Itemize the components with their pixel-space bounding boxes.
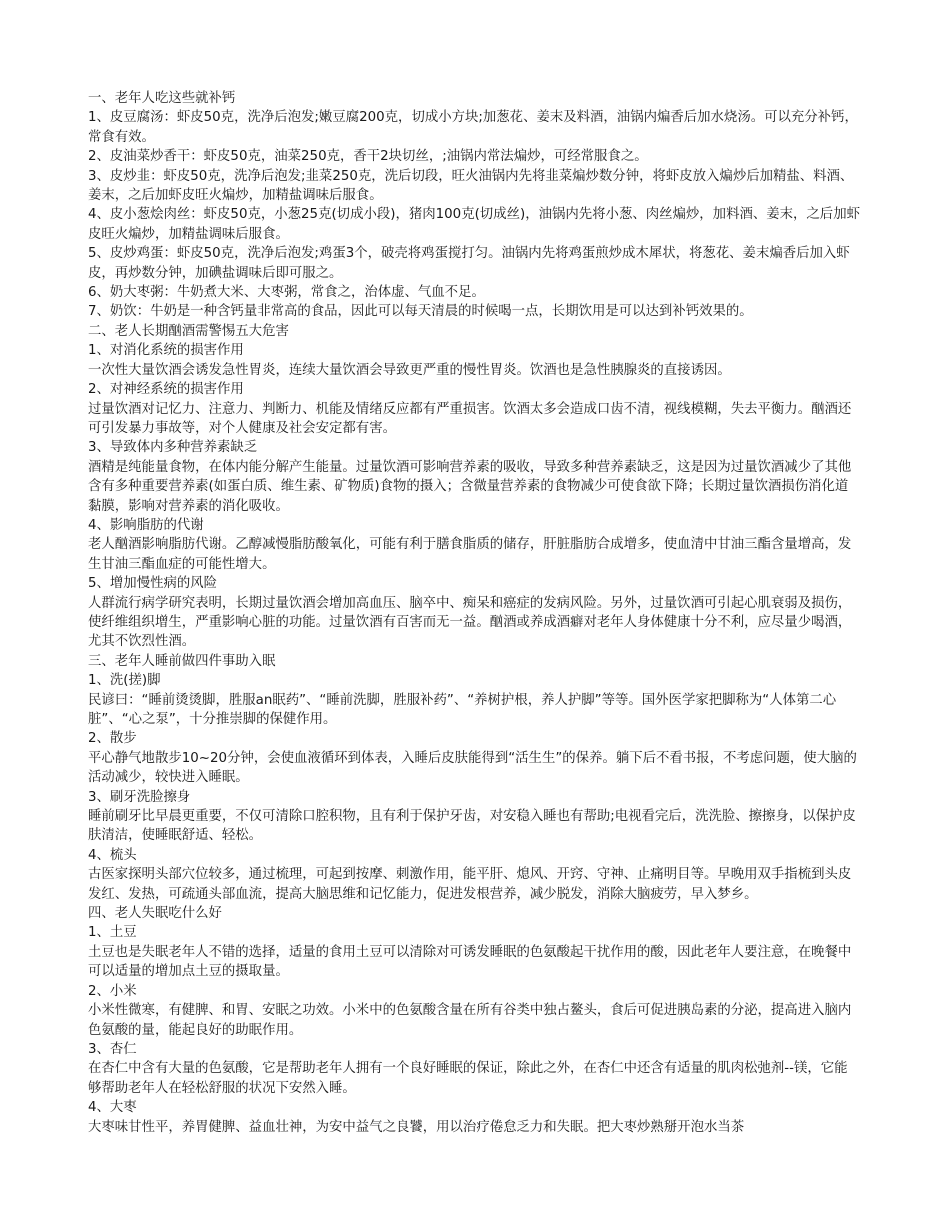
text-line: 平心静气地散步10~20分钟，会使血液循环到体表，入睡后皮肤能得到“活生生”的保养。躺下后不看书报，不考虑问题，使大脑的活动减少，较快进入睡眠。	[88, 750, 857, 786]
text-line: 在杏仁中含有大量的色氨酸，它是帮助老年人拥有一个良好睡眠的保证，除此之外，在杏仁中还含有适量的肌肉松弛剂--镁，它能够帮助老年人在轻松舒服的状况下安然入睡。	[88, 1061, 848, 1096]
text-line: 5、增加慢性病的风险	[88, 576, 218, 592]
text-line: 一次性大量饮酒会诱发急性胃炎，连续大量饮酒会导致更严重的慢性胃炎。饮酒也是急性胰腺炎的直接诱因。	[88, 362, 731, 378]
text-line: 一、老年人吃这些就补钙	[88, 91, 236, 106]
text-line: 2、小米	[88, 983, 137, 999]
text-line: 二、老人长期酗酒需警惕五大危害	[88, 323, 289, 339]
text-line: 2、对神经系统的损害作用	[88, 382, 244, 398]
text-line: 三、老年人睡前做四件事助入眠	[88, 653, 276, 669]
text-line: 4、梳头	[88, 847, 137, 863]
text-line: 3、刷牙洗脸擦身	[88, 789, 191, 805]
text-line: 5、皮炒鸡蛋：虾皮50克，洗净后泡发;鸡蛋3个，破壳将鸡蛋搅打匀。油锅内先将鸡蛋煎炒成木犀状，将葱花、姜末煸香后加入虾皮，再炒数分钟，加碘盐调味后即可服之。	[88, 246, 850, 281]
text-line: 7、奶饮：牛奶是一种含钙量非常高的食品，因此可以每天清晨的时候喝一点，长期饮用是可以达到补钙效果的。	[88, 304, 753, 320]
text-line: 3、导致体内多种营养素缺乏	[88, 440, 258, 456]
text-line: 4、影响脂肪的代谢	[88, 517, 204, 533]
text-line: 民谚曰：“睡前烫烫脚，胜服an眠药”、“睡前洗脚，胜服补药”、“养树护根，养人护脚”等等。国外医学家把脚称为“人体第二心脏”、“心之泵”，十分推崇脚的保健作用。	[88, 692, 837, 727]
text-line: 4、大枣	[88, 1100, 137, 1116]
text-line: 1、洗(搓)脚	[88, 673, 161, 689]
text-line: 小米性微寒，有健脾、和胃、安眠之功效。小米中的色氨酸含量在所有谷类中独占鳌头，食后可促进胰岛素的分泌，提高进入脑内色氨酸的量，能起良好的助眠作用。	[88, 1003, 852, 1038]
text-line: 2、散步	[88, 731, 137, 747]
text-line: 1、土豆	[88, 925, 137, 941]
text-line: 老人酗酒影响脂肪代谢。乙醇减慢脂肪酸氧化，可能有利于膳食脂质的储存，肝脏脂肪合成增多，使血清中甘油三酯含量增高，发生甘油三酯血症的可能性增大。	[88, 537, 852, 572]
text-line: 2、皮油菜炒香干：虾皮50克，油菜250克，香干2块切丝，;油锅内常法煸炒，可经常服食之。	[88, 149, 648, 165]
text-line: 大枣味甘性平，养胃健脾、益血壮神，为安中益气之良饕，用以治疗倦怠乏力和失眠。把大枣炒熟掰开泡水当茶	[88, 1119, 745, 1135]
document-body	[88, 89, 860, 1137]
text-line: 睡前刷牙比早晨更重要，不仅可清除口腔积物，且有利于保护牙齿，对安稳入睡也有帮助;电视看完后，洗洗脸、擦擦身，以保护皮肤清洁，使睡眠舒适、轻松。	[88, 809, 856, 844]
text-line: 酒精是纯能量食物，在体内能分解产生能量。过量饮酒可影响营养素的吸收，导致多种营养素缺乏，这是因为过量饮酒减少了其他含有多种重要营养素(如蛋白质、维生素、矿物质)食物的摄入；含微量营养素的食物减少可使食欲下降；长期过量饮酒损伤消化道黏膜，影响对营养素的消化吸收。	[88, 459, 852, 514]
text-line: 4、皮小葱烩肉丝：虾皮50克，小葱25克(切成小段)，猪肉100克(切成丝)，油锅内先将小葱、肉丝煸炒，加料酒、姜末，之后加虾皮旺火煸炒，加精盐调味后服食。	[88, 207, 860, 242]
text-line: 1、皮豆腐汤：虾皮50克，洗净后泡发;嫩豆腐200克，切成小方块;加葱花、姜末及料酒，油锅内煸香后加水烧汤。可以充分补钙，常食有效。	[88, 110, 858, 145]
text-line: 人群流行病学研究表明，长期过量饮酒会增加高血压、脑卒中、痴呆和癌症的发病风险。另外，过量饮酒可引起心肌衰弱及损伤，使纤维组织增生，严重影响心脏的功能。过量饮酒有百害而无一益。酗酒或养成酒癖对老年人身体健康十分不利，应尽量少喝酒，尤其不饮烈性酒。	[88, 595, 852, 650]
text-line: 6、奶大枣粥：牛奶煮大米、大枣粥，常食之，治体虚、气血不足。	[88, 285, 485, 301]
text-line: 3、杏仁	[88, 1041, 137, 1057]
text-line: 古医家探明头部穴位较多，通过梳理，可起到按摩、刺激作用，能平肝、熄风、开窍、守神、止痛明目等。早晚用双手指梳到头皮发红、发热，可疏通头部血流，提高大脑思维和记忆能力，促进发根营养，减少脱发，消除大脑疲劳，早入梦乡。	[88, 867, 852, 902]
text-line: 土豆也是失眠老年人不错的选择，适量的食用土豆可以清除对可诱发睡眠的色氨酸起干扰作用的酸，因此老年人要注意，在晚餐中可以适量的增加点土豆的摄取量。	[88, 944, 852, 980]
text-line: 四、老人失眠吃什么好	[88, 906, 222, 922]
text-line: 1、对消化系统的损害作用	[88, 343, 244, 359]
text-line: 过量饮酒对记忆力、注意力、判断力、机能及情绪反应都有严重损害。饮酒太多会造成口齿不清，视线模糊，失去平衡力。酗酒还可引发暴力事故等，对个人健康及社会安定都有害。	[88, 401, 852, 436]
text-line: 3、皮炒韭：虾皮50克，洗净后泡发;韭菜250克，洗后切段，旺火油锅内先将韭菜煸炒数分钟，将虾皮放入煸炒后加精盐、料酒、姜末，之后加虾皮旺火煸炒，加精盐调味后服食。	[88, 168, 854, 204]
